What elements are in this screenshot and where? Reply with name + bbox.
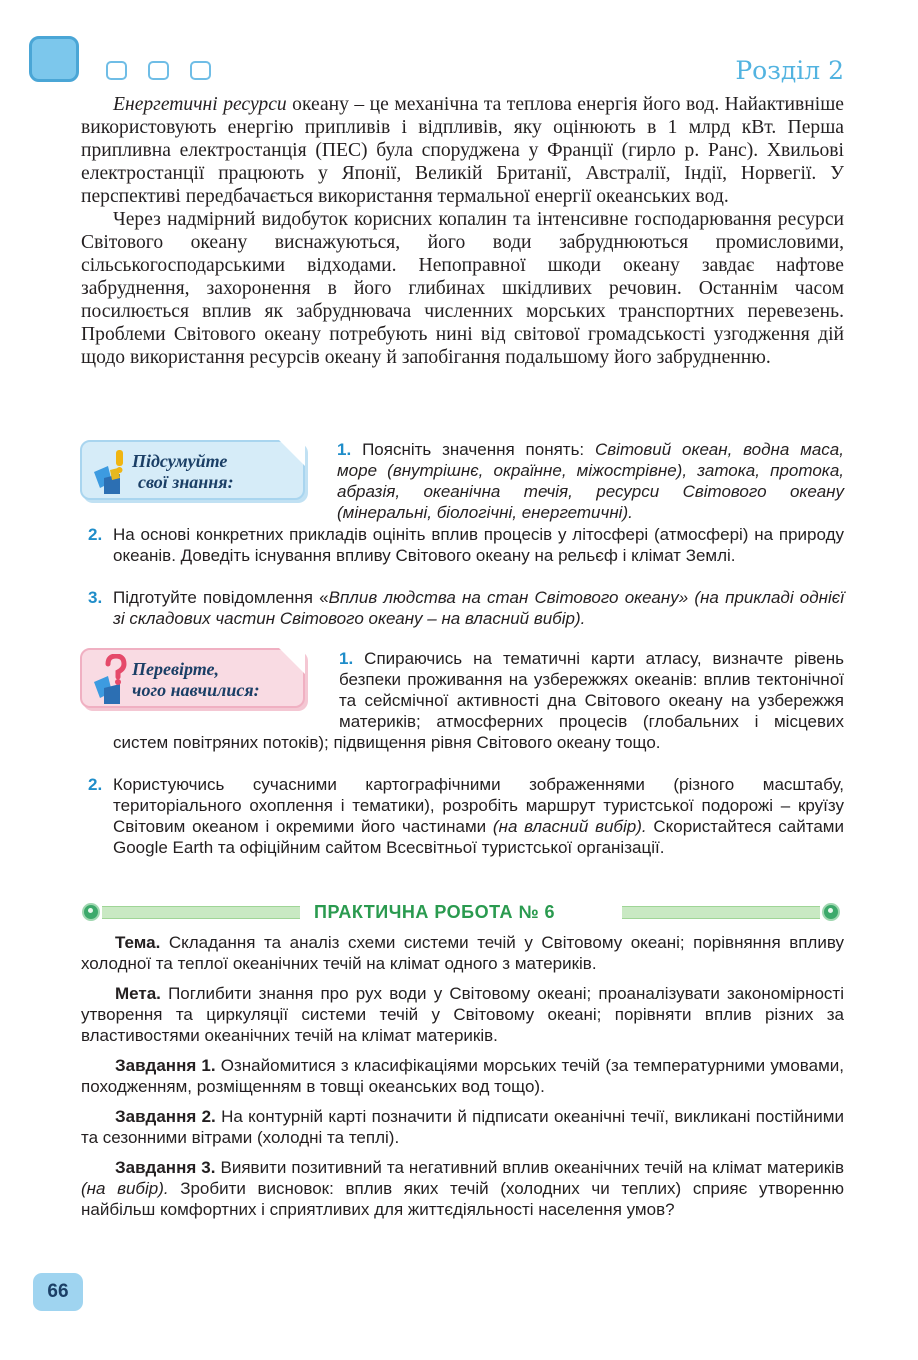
- summarize-item-2: [88, 524, 844, 566]
- task-label: Завдання 3.: [115, 1158, 216, 1177]
- intro-paragraph-2: Через надмірний видобуток корисних копалин та інтенсивне господарювання ресурси Світового океану виснажуються, його води забруднюються промисловими, сільськогосподарськими відходами. Непоправної шкоди океану завдає нафтове забруднення, захоронення в його глибинах шкідливих речовин. Останнім часом посилюється вплив як забруднювача численних морських транспортних перевезень. Проблеми Світового океану потребують нині від світової громадськості узгодження дій щодо використання ресурсів океану й запобігання подальшому його забрудненню.: [81, 209, 844, 368]
- practical-work-title: ПРАКТИЧНА РОБОТА № 6: [314, 902, 556, 922]
- item-text-continued: Скористайтеся сайтами Google Earth та офіційним сайтом Всесвітньої туристської організації.: [113, 817, 844, 857]
- item-text: На основі конкретних прикладів оцініть вплив процесів у літосфері (атмосфері) на природу океанів. Доведіть існування впливу Світового океану на рельєф і клімат Землі.: [113, 525, 844, 565]
- summarize-badge-line-2: свої знання:: [138, 472, 234, 492]
- chapter-marker-square: [190, 61, 211, 80]
- task-label: Завдання 1.: [115, 1056, 216, 1075]
- banner-right-dot: [822, 903, 840, 921]
- practical-topic: [81, 932, 844, 974]
- item-text: Підготуйте повідомлення «: [113, 588, 329, 607]
- item-italic-text: Вплив людства на стан Світового океану» (на прикладі однієї зі складових частин Світового океану – на власний вибір).: [113, 588, 844, 628]
- task-label: Завдання 2.: [115, 1107, 216, 1126]
- item-number: 1.: [339, 649, 354, 668]
- intro-paragraph-1: [81, 93, 844, 208]
- practical-task-1: [81, 1055, 844, 1097]
- summarize-badge: [80, 440, 305, 500]
- chapter-marker-square: [148, 61, 169, 80]
- summarize-item-1: [337, 439, 844, 523]
- topic-label: Тема.: [115, 933, 161, 952]
- item-text: Спираючись на тематичні карти атласу, визначте рівень безпеки проживання на узбережжях океанів: вплив тектонічної та сейсмічної активності дна Світового океану на узбережжя материків; атмосферних процесів (глобальних і місцевих систем повітряних потоків); підвищення рівня Світового океану тощо.: [113, 649, 844, 752]
- check-badge-line-1: Перевірте,: [132, 659, 220, 679]
- task-italic-text: (на вибір).: [81, 1179, 169, 1198]
- chapter-marker-big-square: [29, 36, 79, 82]
- badge-float-spacer: [113, 648, 339, 732]
- banner-right-bar: [622, 906, 820, 919]
- practical-work-body: [81, 932, 844, 1229]
- check-badge-line-2: чого навчилися:: [132, 680, 260, 700]
- check-item-2: [88, 774, 844, 858]
- task-text: Ознайомитися з класифікаціями морських течій (за температурними умовами, походженням, розміщенням в товщі океанських вод тощо).: [81, 1056, 844, 1096]
- topic-text: Складання та аналіз схеми системи течій у Світовому океані; порівняння впливу холодної та теплої океанічних течій на клімат одного з материків.: [81, 933, 844, 973]
- page-number: 66: [33, 1273, 83, 1311]
- practical-task-3: [81, 1157, 844, 1220]
- item-number: 1.: [337, 440, 352, 459]
- intro-term: Енергетичні ресурси: [113, 94, 287, 115]
- goal-text: Поглибити знання про рух води у Світовому океані; проаналізувати закономірності утворення та циркуляції системи течій у Світовому океані; порівняти вплив різних за властивостями океанічних течій на клімат материків.: [81, 984, 844, 1045]
- banner-left-dot: [82, 903, 100, 921]
- banner-left-bar: [102, 906, 300, 919]
- practical-goal: [81, 983, 844, 1046]
- summarize-icon: [90, 448, 128, 498]
- task-text: Виявити позитивний та негативний вплив океанічних течій на клімат материків: [215, 1158, 844, 1177]
- badge-fold-corner: [279, 440, 305, 466]
- intro-text: [81, 93, 844, 369]
- item-number: 3.: [88, 588, 103, 607]
- summarize-badge-line-1: Підсумуйте: [132, 451, 228, 471]
- item-text: Поясніть значення понять:: [362, 440, 596, 459]
- item-italic-text: (на власний вибір).: [492, 817, 647, 836]
- item-italic-text: Світовий океан, водна маса, море (внутрішнє, окраїнне, міжострівне), затока, протока, абразія, океанічна течія, ресурси Світового океану (мінеральні, біологічні, енергетичні).: [337, 440, 844, 522]
- item-number: 2.: [88, 525, 103, 544]
- goal-label: Мета.: [115, 984, 161, 1003]
- task-text: На контурній карті позначити й підписати океанічні течії, викликані постійними та сезонними вітрами (холодні та теплі).: [81, 1107, 844, 1147]
- intro-paragraph-1-text: океану – це механічна та теплова енергія його вод. Найактивніше використовують енергію припливів і відпливів, яку оцінюють в 1 млрд кВт. Перша припливна електростанція (ПЕС) була споруджена у Франції (гирло р. Ранс). Хвильові електростанції працюють у Японії, Великій Британії, Австралії, Індії, Норвегії. У перспективі передбачається використання термальної енергії океанських вод.: [81, 94, 844, 207]
- section-label: Розділ 2: [735, 56, 844, 85]
- summarize-badge-text: [132, 451, 234, 493]
- check-item-1: [113, 648, 844, 753]
- item-text: Користуючись сучасними картографічними зображеннями (різного масштабу, територіального охоплення і тематики), розробіть маршрут туристської подорожі – круїзу Світовим океаном і окремими його частинами: [113, 775, 844, 836]
- task-text-continued: Зробити висновок: вплив яких течій (холодних чи теплих) сприяє утворенню найбільш комфортних і сприятливих для життєдіяльності населення умов?: [81, 1179, 844, 1219]
- chapter-marker-square: [106, 61, 127, 80]
- item-number: 2.: [88, 775, 103, 794]
- summarize-item-3: [88, 587, 844, 629]
- practical-task-2: [81, 1106, 844, 1148]
